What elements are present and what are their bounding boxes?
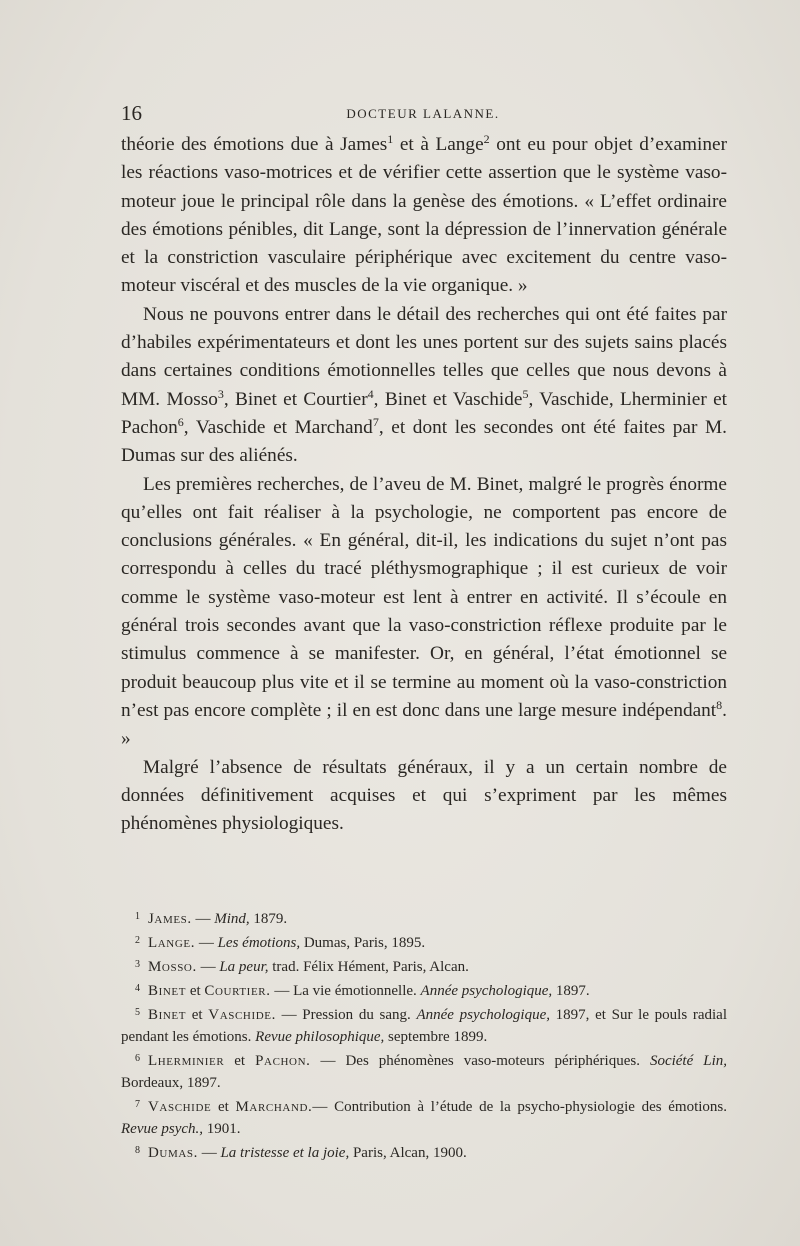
text: Les premières recherches, de l’aveu de M. Binet, malgré le progrès énorme qu’elles ont fait réaliser à la psychologie, ne comportent pas encore de conclusions générales. « En général, dit-il, les indications du sujet n’ont pas correspondu à celles du tracé pléthysmographique ; il est curieux de voir comme le système vaso-moteur est lent à entrer en activité. Il s’écoule en général trois secondes avant que la vaso-constriction réflexe produite par le stimulus commence à se manifester. Or, en général, l’état émotionnel se produit beaucoup plus vite et il se termine au moment où la vaso-constriction n’est pas encore complète ; il en est donc dans une large mesure indépendant [121,473,727,721]
footnote-conjunction: et [186,1007,209,1023]
footnote-number: 5 [135,1007,140,1018]
paragraph-2 [121,301,727,471]
footnote-number: 1 [135,911,140,922]
text: Nous ne pouvons entrer dans le détail des recherches qui ont été faites par d’habiles expérimentateurs et dont les unes portent sur des sujets sains placés dans certaines conditions émotionnelles telles que celles que nous devons à MM. Mosso [121,303,727,410]
footnote-rest: septembre 1899. [384,1029,488,1045]
footnote-ref: 5 [522,386,529,401]
footnote-author: Dumas. [148,1145,198,1161]
main-text [121,131,727,838]
footnote-work: Société Lin, [649,1053,727,1069]
footnote-ref: 6 [177,414,184,429]
footnote-author: Vaschide. [208,1007,276,1023]
footnote-title: — Contribution à l’étude de la psycho-physiologie des émotions. [312,1099,728,1115]
paragraph-1 [121,131,727,301]
text: , et dont les secondes ont été faites par M. Dumas sur des aliénés. [121,416,727,467]
footnote-rest: Dumas, Paris, 1895. [300,935,426,951]
footnote-ref: 4 [367,386,374,401]
footnote-4 [121,978,727,1002]
footnote-rest: 1879. [249,911,288,927]
footnote-number: 4 [135,983,140,994]
footnote-work: Année psychologique, [420,983,553,999]
footnote-number: 7 [135,1099,140,1110]
footnote-number: 3 [135,959,140,970]
footnote-rest: 1897. [552,983,590,999]
footnote-ref: 8 [716,697,723,712]
footnote-rest: trad. Félix Hément, Paris, Alcan. [268,959,469,975]
footnote-title: — La vie émotionnelle. [270,983,421,999]
footnote-conjunction: et [211,1099,236,1115]
footnote-2 [121,930,727,954]
separator: — [195,935,218,951]
separator: — [197,1145,221,1161]
footnote-number: 6 [135,1053,140,1064]
paragraph-4: Malgré l’absence de résultats généraux, il y a un certain nombre de données définitivement acquises et qui s’expriment par les mêmes phénomènes physiologiques. [121,756,727,835]
footnote-rest: 1897, et Sur le pouls radial pendant les émotions. [121,1007,727,1045]
text: théorie des émotions due à James [121,134,388,155]
text: et à Lange [393,134,484,155]
footnote-ref: 7 [372,414,379,429]
footnote-author: Mosso. [148,959,197,975]
text: , Vaschide, Lherminier et Pachon [121,388,727,438]
footnote-work: La tristesse et la joie, [220,1145,350,1161]
footnote-work: Revue psych., [121,1121,204,1137]
footnote-title: — Pression du sang. [275,1007,417,1023]
text: , Binet et Vaschide [373,388,523,410]
footnote-number: 2 [135,935,140,946]
footnote-work: Revue philosophique, [255,1029,385,1045]
footnote-work: Année psychologique, [416,1007,550,1023]
footnote-work: La peur, [219,959,269,975]
separator: — [196,959,220,975]
footnote-6 [121,1048,727,1094]
footnote-1 [121,906,727,930]
footnote-work: Les émotions, [217,935,301,951]
footnote-5 [121,1002,727,1048]
footnote-author: James. [148,911,192,927]
paragraph-3 [121,471,727,754]
footnotes [121,906,727,1164]
footnote-rest: Bordeaux, 1897. [121,1075,221,1091]
footnote-conjunction: et [186,983,205,999]
separator: — [191,911,215,927]
footnote-ref: 1 [387,132,394,146]
text: . » [121,699,727,750]
footnote-title: — Des phénomènes vaso-moteurs périphériques. [310,1053,650,1069]
footnote-number: 8 [135,1145,140,1156]
footnote-ref: 2 [483,132,490,146]
text: , Vaschide et Marchand [183,416,373,438]
footnote-7 [121,1094,727,1140]
page-number: 16 [121,101,142,125]
footnote-author: Binet [148,983,187,999]
footnote-author: Marchand. [235,1099,313,1115]
footnote-conjunction: et [224,1053,256,1069]
footnote-work: Mind, [214,911,250,927]
footnote-author: Pachon. [255,1053,311,1069]
footnote-3 [121,954,727,978]
footnote-8 [121,1140,727,1164]
footnote-author: Lherminier [148,1053,225,1069]
footnote-rest: Paris, Alcan, 1900. [349,1145,467,1161]
footnote-rest: 1901. [203,1121,241,1137]
text: ont eu pour objet d’examiner les réactions vaso-motrices et de vérifier cette assertion que le système vaso-moteur joue le principal rôle dans la genèse des émotions. « L’effet ordinaire des émotions pénibles, dit Lange, sont la dépression de l’innervation générale et la constriction vasculaire périphérique avec excitement du centre vaso-moteur viscéral et des muscles de la vie organique. » [121,134,727,297]
page-header [121,101,725,129]
footnote-author: Binet [148,1007,187,1023]
footnote-author: Courtier. [204,983,271,999]
running-head: DOCTEUR LALANNE. [346,106,500,121]
footnote-author: Vaschide [148,1099,212,1115]
text: , Binet et Courtier [223,388,368,410]
footnote-author: Lange. [148,935,196,951]
footnote-ref: 3 [217,386,224,401]
